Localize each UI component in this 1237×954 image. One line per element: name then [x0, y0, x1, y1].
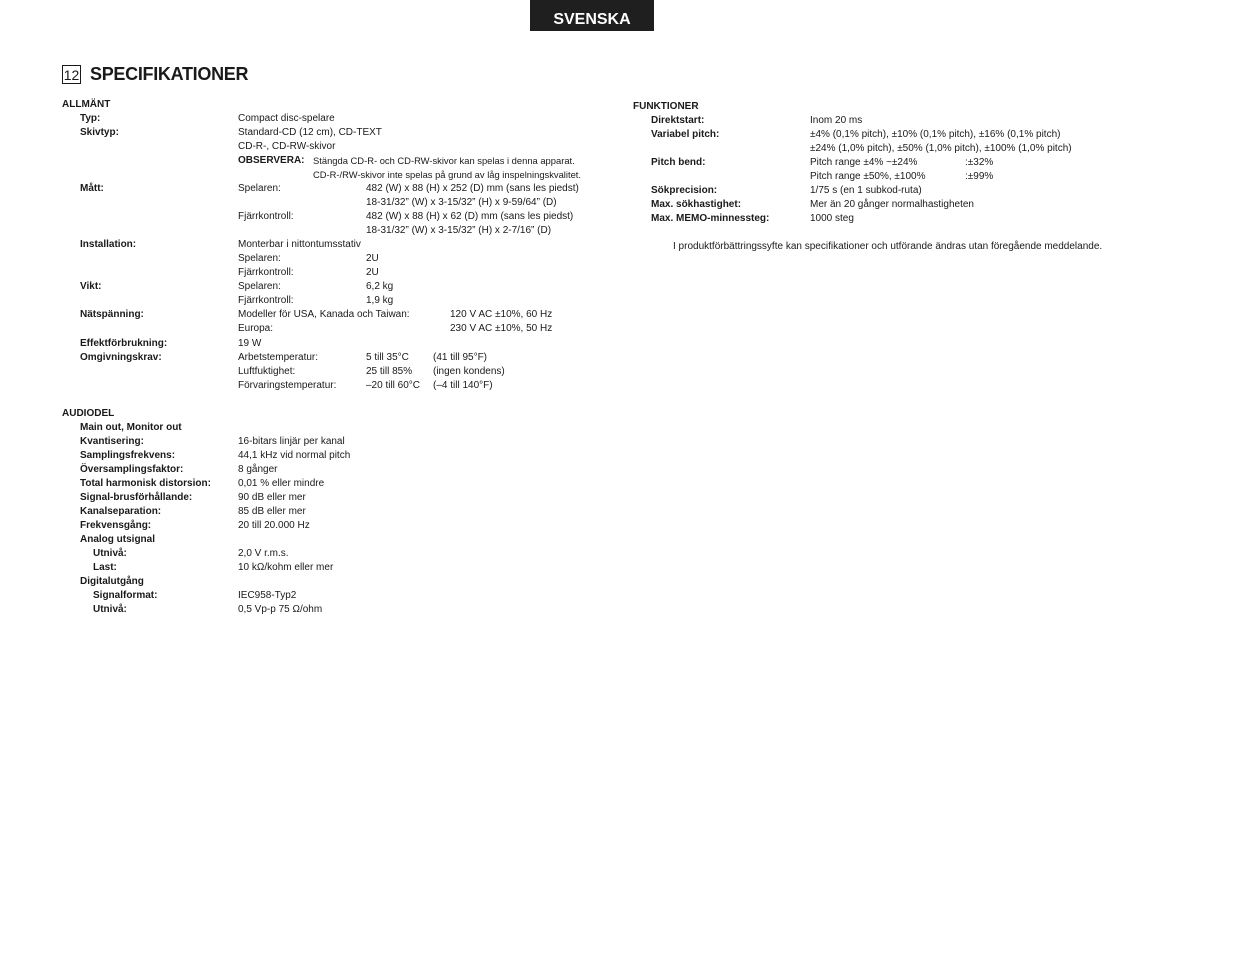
sampl-label: Samplingsfrekvens:	[80, 450, 176, 461]
matt-remote-value-1: 482 (W) x 88 (H) x 62 (D) mm (sans les piedst)	[366, 211, 574, 222]
luft-value: 25 till 85%	[366, 366, 413, 377]
natspanning-eu-value: 230 V AC ±10%, 50 Hz	[450, 323, 553, 334]
dig-utniva-value: 0,5 Vp-p 75 Ω/ohm	[238, 604, 323, 615]
snr-value: 90 dB eller mer	[238, 492, 306, 503]
bend-label: Pitch bend:	[651, 157, 706, 168]
forvar-fahrenheit: (–4 till 140°F)	[433, 380, 493, 391]
sok-label: Sökprecision:	[651, 185, 718, 196]
installation-player-value: 2U	[366, 253, 379, 264]
matt-player-label: Spelaren:	[238, 183, 281, 194]
skivtyp-value-1: Standard-CD (12 cm), CD-TEXT	[238, 127, 382, 138]
digital-label: Digitalutgång	[80, 576, 144, 587]
installation-remote-label: Fjärrkontroll:	[238, 267, 294, 278]
kvant-value: 16-bitars linjär per kanal	[238, 436, 345, 447]
vikt-player-label: Spelaren:	[238, 281, 281, 292]
variabel-value-2: ±24% (1,0% pitch), ±50% (1,0% pitch), ±100% (1,0% pitch)	[810, 143, 1072, 154]
natspanning-eu-label: Europa:	[238, 323, 274, 334]
kvant-label: Kvantisering:	[80, 436, 144, 447]
page-title: SPECIFIKATIONER	[90, 64, 249, 84]
maxsok-value: Mer än 20 gånger normalhastigheten	[810, 199, 974, 210]
skivtyp-value-2: CD-R-, CD-RW-skivor	[238, 141, 336, 152]
thd-value: 0,01 % eller mindre	[238, 478, 325, 489]
direkt-value: Inom 20 ms	[810, 115, 863, 126]
audiodel-title: AUDIODEL	[62, 408, 115, 419]
frek-label: Frekvensgång:	[80, 520, 152, 531]
direkt-label: Direktstart:	[651, 115, 705, 126]
disclaimer-note: I produktförbättringssyfte kan specifikationer och utförande ändras utan föregående meddelande.	[673, 241, 1103, 252]
vikt-remote-label: Fjärrkontroll:	[238, 295, 294, 306]
natspanning-usa-label: Modeller för USA, Kanada och Taiwan:	[238, 309, 410, 320]
section-number: 12	[63, 66, 80, 83]
typ-label: Typ:	[80, 113, 101, 124]
installation-value: Monterbar i nittontumsstativ	[238, 239, 361, 250]
installation-label: Installation:	[80, 239, 137, 250]
vikt-label: Vikt:	[80, 281, 102, 292]
skivtyp-label: Skivtyp:	[80, 127, 119, 138]
bend-value-1: Pitch range ±4% ~±24%	[810, 157, 918, 168]
language-tab: SVENSKA	[530, 0, 654, 31]
last-label: Last:	[93, 562, 117, 573]
thd-label: Total harmonisk distorsion:	[80, 478, 211, 489]
last-value: 10 kΩ/kohm eller mer	[238, 562, 334, 573]
observera-line-1: Stängda CD-R- och CD-RW-skivor kan spelas i denna apparat.	[313, 155, 575, 166]
allmant-title: ALLMÄNT	[62, 99, 111, 110]
analog-label: Analog utsignal	[80, 534, 155, 545]
signal-value: IEC958-Typ2	[238, 590, 297, 601]
bend-value-1b: :±32%	[965, 157, 994, 168]
bend-value-2b: :±99%	[965, 171, 994, 182]
installation-remote-value: 2U	[366, 267, 379, 278]
snr-label: Signal-brusförhållande:	[80, 492, 193, 503]
utniva-value: 2,0 V r.m.s.	[238, 548, 289, 559]
observera-line-2: CD-R-/RW-skivor inte spelas på grund av låg inspelningskvalitet.	[313, 169, 581, 180]
matt-remote-label: Fjärrkontroll:	[238, 211, 294, 222]
variabel-label: Variabel pitch:	[651, 129, 720, 140]
maxsok-label: Max. sökhastighet:	[651, 199, 742, 210]
effekt-label: Effektförbrukning:	[80, 338, 168, 349]
arbets-fahrenheit: (41 till 95°F)	[433, 352, 488, 363]
dig-utniva-label: Utnivå:	[93, 604, 127, 615]
luft-note: (ingen kondens)	[433, 366, 505, 377]
memo-label: Max. MEMO-minnessteg:	[651, 213, 770, 224]
vikt-remote-value: 1,9 kg	[366, 295, 394, 306]
utniva-label: Utnivå:	[93, 548, 127, 559]
vikt-player-value: 6,2 kg	[366, 281, 394, 292]
forvar-value: –20 till 60°C	[366, 380, 421, 391]
sok-value: 1/75 s (en 1 subkod-ruta)	[810, 185, 922, 196]
matt-remote-value-2: 18-31/32” (W) x 3-15/32” (H) x 2-7/16” (D)	[366, 225, 552, 236]
arbets-value: 5 till 35°C	[366, 352, 409, 363]
main-out-label: Main out, Monitor out	[80, 422, 182, 433]
over-label: Översamplingsfaktor:	[80, 464, 184, 475]
section-heading	[62, 64, 248, 85]
signal-label: Signalformat:	[93, 590, 158, 601]
sampl-value: 44,1 kHz vid normal pitch	[238, 450, 351, 461]
over-value: 8 gånger	[238, 464, 278, 475]
natspanning-label: Nätspänning:	[80, 309, 144, 320]
kanal-value: 85 dB eller mer	[238, 506, 306, 517]
matt-player-value-1: 482 (W) x 88 (H) x 252 (D) mm (sans les piedst)	[366, 183, 579, 194]
variabel-value-1: ±4% (0,1% pitch), ±10% (0,1% pitch), ±16% (0,1% pitch)	[810, 129, 1061, 140]
omgivning-label: Omgivningskrav:	[80, 352, 162, 363]
memo-value: 1000 steg	[810, 213, 854, 224]
frek-value: 20 till 20.000 Hz	[238, 520, 310, 531]
funktioner-title: FUNKTIONER	[633, 101, 699, 112]
kanal-label: Kanalseparation:	[80, 506, 162, 517]
arbets-label: Arbetstemperatur:	[238, 352, 319, 363]
typ-value: Compact disc-spelare	[238, 113, 335, 124]
observera-label: OBSERVERA:	[238, 155, 305, 166]
matt-player-value-2: 18-31/32” (W) x 3-15/32” (H) x 9-59/64” (D)	[366, 197, 557, 208]
installation-player-label: Spelaren:	[238, 253, 281, 264]
effekt-value: 19 W	[238, 338, 262, 349]
natspanning-usa-value: 120 V AC ±10%, 60 Hz	[450, 309, 553, 320]
matt-label: Mått:	[80, 183, 104, 194]
bend-value-2: Pitch range ±50%, ±100%	[810, 171, 926, 182]
forvar-label: Förvaringstemperatur:	[238, 380, 337, 391]
luft-label: Luftfuktighet:	[238, 366, 296, 377]
